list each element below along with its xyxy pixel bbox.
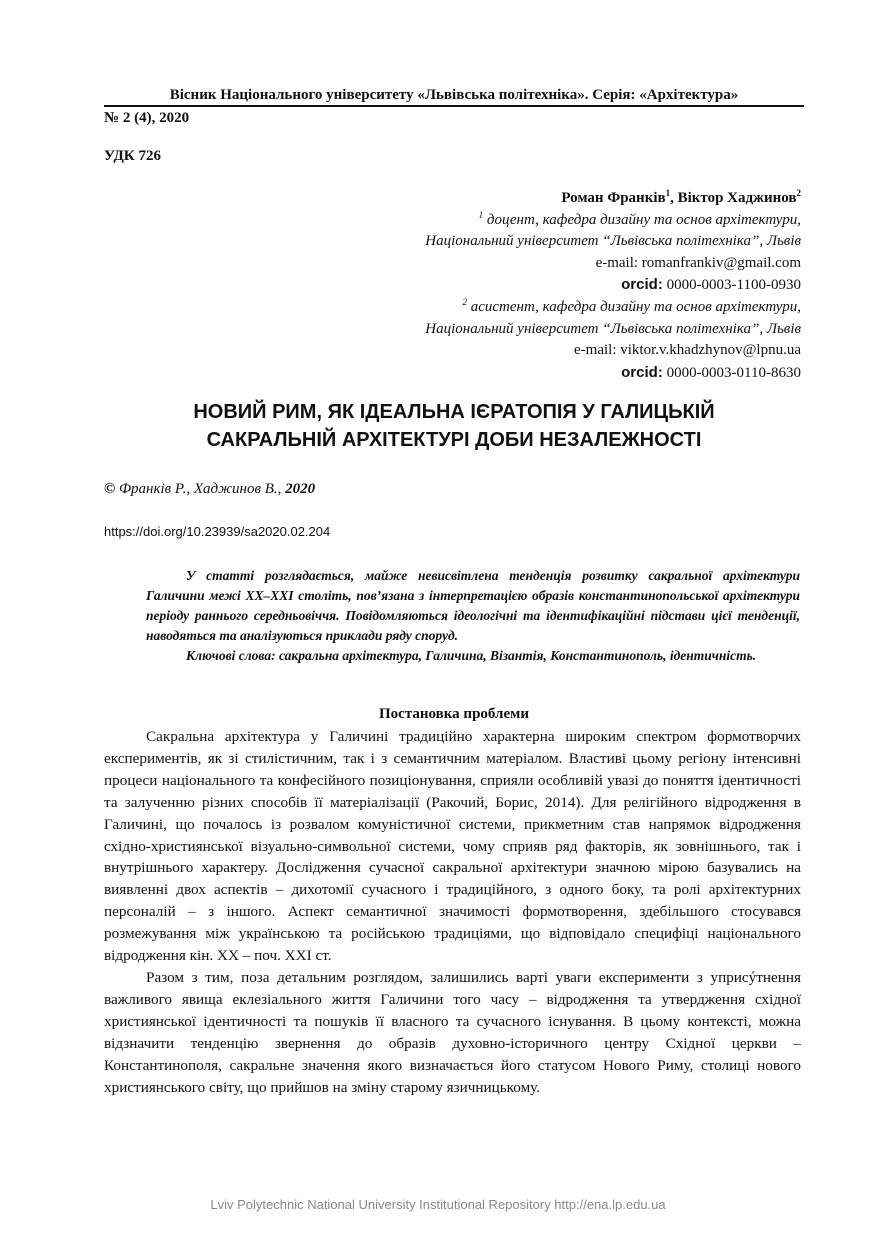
article-title bbox=[104, 398, 804, 454]
copyright-names: Франків Р., Хаджинов В., bbox=[115, 481, 286, 497]
author-1-email[interactable]: e-mail: romanfrankiv@gmail.com bbox=[595, 254, 801, 271]
journal-title: Вісник Національного університету «Львівська політехніка». Серія: «Архітектура» bbox=[169, 87, 739, 103]
affiliation-2-role bbox=[281, 297, 801, 319]
orcid-value-2: 0000-0003-0110-8630 bbox=[662, 364, 801, 381]
affiliation-2-sup: 2 bbox=[462, 296, 467, 307]
orcid-value-1: 0000-0003-1100-0930 bbox=[662, 277, 801, 294]
udk-code: УДК 726 bbox=[104, 148, 161, 164]
copyright-year: 2020 bbox=[285, 481, 316, 497]
issue-number: № 2 (4), 2020 bbox=[104, 110, 190, 126]
author-2-email[interactable]: e-mail: viktor.v.khadzhynov@lpnu.ua bbox=[574, 342, 801, 359]
copyright-symbol: © bbox=[104, 481, 116, 497]
doi-link[interactable]: https://doi.org/10.23939/sa2020.02.204 bbox=[104, 524, 331, 539]
keywords: Ключові слова: сакральна архітектура, Галичина, Візантія, Константинополь, ідентичність. bbox=[186, 648, 757, 663]
author-1-orcid bbox=[281, 274, 801, 297]
abstract-text: У статті розглядається, майже невисвітлена тенденція розвитку сакральної архітектури Галичини межі ХХ–ХХІ століть, пов’язана з інтерпретацією образів константинопольської архітектури періоду раннього середньовіччя. Повідомляються ідеологічні та ідентифікаційні підстави цієї тенденції, наводяться та аналізуються приклади ряду споруд. bbox=[146, 568, 800, 643]
authors-block bbox=[281, 188, 801, 384]
repository-footer: Lviv Polytechnic National University Institutional Repository http://ena.lp.edu.ua bbox=[210, 1197, 666, 1212]
title-line-1: НОВИЙ РИМ, ЯК ІДЕАЛЬНА ІЄРАТОПІЯ У ГАЛИЦЬКІЙ bbox=[193, 401, 715, 423]
author-2-sup: 2 bbox=[796, 188, 801, 198]
orcid-label-2: orcid: bbox=[621, 363, 663, 381]
author-2-name: Віктор Хаджинов bbox=[677, 190, 797, 206]
body-text bbox=[104, 726, 801, 1098]
author-1-sup: 1 bbox=[665, 188, 671, 198]
affiliation-1-university: Національний університет “Львівська політехніка”, Львів bbox=[425, 233, 801, 250]
section-heading: Постановка проблеми bbox=[379, 706, 529, 722]
affiliation-1-role bbox=[281, 210, 801, 232]
body-paragraph-2: Разом з тим, поза детальним розглядом, залишились варті уваги експерименти з уприсýтнення важливого явища еклезіального життя Галичини того часу – відродження та утвердження східної християнської ідентичності та пошуків її власного та сучасного існування. В цьому контексті, можна відзначити тенденцію звернення до образів духовно-історичного центру Східної церкви – Константинополя, сакральне значення якого визначається його статусом Нового Риму, столиці нового християнського світу, що прийшов на зміну старому язичницькому. bbox=[104, 968, 801, 1096]
abstract bbox=[146, 566, 800, 666]
header-rule bbox=[104, 105, 804, 107]
author-2-orcid bbox=[281, 362, 801, 385]
affiliation-1-sup: 1 bbox=[478, 209, 484, 220]
title-line-2: САКРАЛЬНІЙ АРХІТЕКТУРІ ДОБИ НЕЗАЛЕЖНОСТІ bbox=[206, 429, 702, 451]
copyright-line bbox=[104, 481, 315, 498]
orcid-label-1: orcid: bbox=[621, 276, 663, 294]
body-paragraph-1: Сакральна архітектура у Галичині традиційно характерна широким спектром формотворчих експериментів, як зі стилістичним, так і з семантичним матеріалом. Властиві цьому регіону інтенсивні процеси національного та конфесійного позиціонування, сприяли особливій увазі до поняття ідентичності та залученню різних способів її матеріалізації (Ракочий, Борис, 2014). Для релігійного відродження в Галичині, що почалось із розвалом комуністичної системи, прикметним став напрямок відродження східно-християнської візуально-символьної системи, чому сприяв ряд факторів, як зовнішнього, так і внутрішнього характеру. Дослідження сучасної сакральної архітектури значною мірою базувались на виявленні двох аспектів – дихотомії сучасного і традиційного, з одного боку, та ролі архітектурних персоналій – з іншого. Аспект семантичної значимості формотворення, здебільшого стосувався розмежування між українською та російською традиціями, що відповідало специфіці національного відродження кін. ХХ – поч. ХХІ ст. bbox=[104, 728, 801, 965]
affiliation-2-university: Національний університет “Львівська політехніка”, Львів bbox=[425, 320, 801, 337]
affiliation-2-role-text: асистент, кафедра дизайну та основ архітектури, bbox=[470, 298, 801, 315]
author-separator: , bbox=[670, 190, 678, 206]
affiliation-1-role-text: доцент, кафедра дизайну та основ архітектури, bbox=[486, 211, 801, 228]
author-names bbox=[281, 188, 801, 210]
author-1-name: Роман Франків bbox=[561, 190, 666, 206]
